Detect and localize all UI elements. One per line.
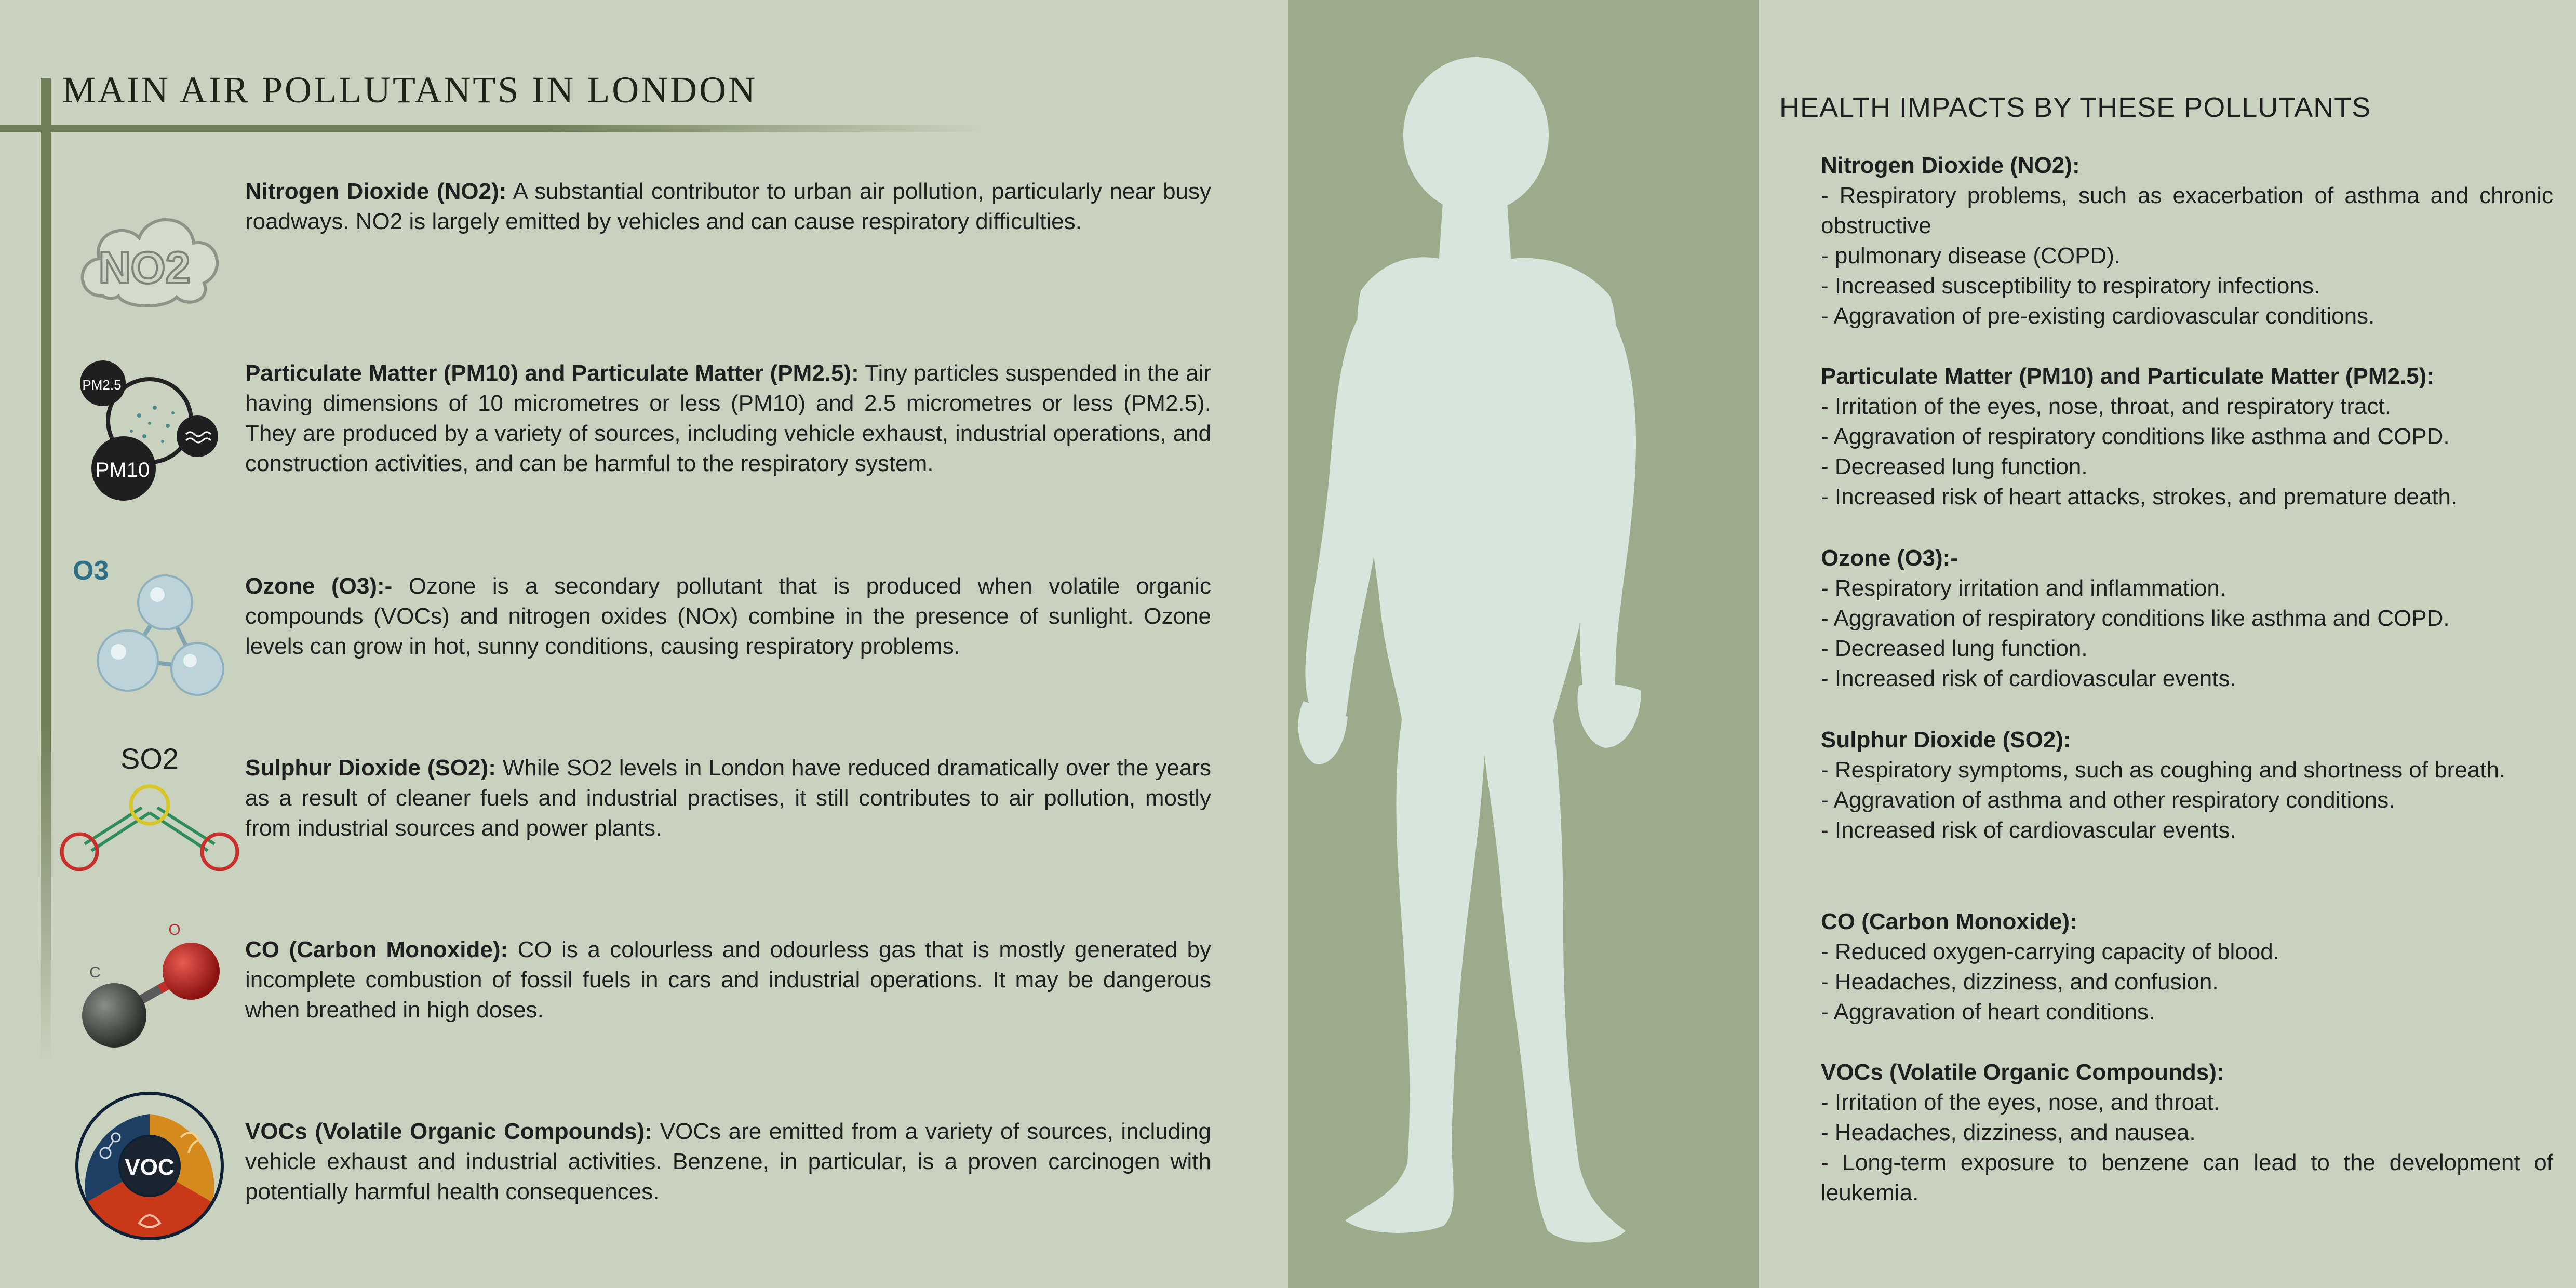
impact-item: - Headaches, dizziness, and nausea. <box>1821 1120 2196 1145</box>
pollutant-text: While SO2 levels in London have reduced dramatically over the years as a result of cleaner fuels and industrial practises, it still contributes to air pollution, mostly from industrial sources and power plants. <box>245 755 1211 841</box>
impact-item: - Aggravation of respiratory conditions like asthma and COPD. <box>1821 424 2450 449</box>
voc-circle-icon <box>66 1117 233 1272</box>
pollutant-item-pm <box>0 358 1288 514</box>
pollutant-text: VOCs are emitted from a variety of sources, including vehicle exhaust and industrial activities. Benzene, in particular, is a proven carcinogen with potentially harmful health consequences. <box>245 1119 1211 1204</box>
pollutant-name: Particulate Matter (PM10) and Particulate Matter (PM2.5): <box>245 360 859 386</box>
pollutant-name: Nitrogen Dioxide (NO2): <box>245 179 507 204</box>
impact-item: - Increased risk of cardiovascular events. <box>1821 666 2236 691</box>
impact-item: - Aggravation of heart conditions. <box>1821 999 2155 1025</box>
pollutant-item-co <box>0 921 1288 1091</box>
pollutant-description-so2 <box>245 753 1211 843</box>
impact-item: - Increased risk of heart attacks, strokes, and premature death. <box>1821 484 2458 509</box>
silhouette-panel <box>1288 0 1759 1288</box>
impact-heading: Sulphur Dioxide (SO2): <box>1821 727 2071 753</box>
impact-item: - Aggravation of asthma and other respiratory conditions. <box>1821 787 2395 813</box>
impact-item: - Decreased lung function. <box>1821 454 2088 479</box>
health-impacts-panel <box>1759 0 2576 1288</box>
pollutant-name: CO (Carbon Monoxide): <box>245 937 508 962</box>
no2-cloud-icon <box>66 177 233 332</box>
human-silhouette-image <box>1288 47 1759 1272</box>
impact-item: - Respiratory problems, such as exacerbation of asthma and chronic obstructive <box>1821 183 2553 238</box>
svg-text:NO2: NO2 <box>98 243 191 293</box>
pollutant-description-voc <box>245 1117 1211 1207</box>
impact-group-so2 <box>1821 725 2553 846</box>
impact-item: - Headaches, dizziness, and confusion. <box>1821 969 2219 995</box>
ozone-molecule-icon <box>66 556 233 727</box>
impact-item: - Irritation of the eyes, nose, throat, and respiratory tract. <box>1821 394 2392 419</box>
impact-item: - Increased risk of cardiovascular events. <box>1821 817 2236 843</box>
pollutant-name: VOCs (Volatile Organic Compounds): <box>245 1119 652 1144</box>
pollutant-description-no2 <box>245 177 1211 237</box>
pollutant-text: A substantial contributor to urban air pollution, particularly near busy roadways. NO2 is largely emitted by vehicles and can cause respiratory difficulties. <box>245 179 1212 234</box>
svg-text:SO2: SO2 <box>120 742 179 775</box>
impact-heading: VOCs (Volatile Organic Compounds): <box>1821 1059 2224 1085</box>
impact-heading: CO (Carbon Monoxide): <box>1821 909 2077 934</box>
impact-item: - Long-term exposure to benzene can lead to the development of leukemia. <box>1821 1150 2553 1205</box>
impact-group-no2 <box>1821 151 2553 331</box>
impact-group-o3 <box>1821 543 2553 694</box>
impact-item: - Decreased lung function. <box>1821 636 2088 661</box>
health-impacts-title: HEALTH IMPACTS BY THESE POLLUTANTS <box>1779 92 2371 123</box>
particulate-matter-icon <box>66 358 233 514</box>
impact-group-voc <box>1821 1057 2553 1208</box>
pollutant-name: Sulphur Dioxide (SO2): <box>245 755 496 781</box>
svg-text:VOC: VOC <box>125 1155 175 1180</box>
impact-group-pm <box>1821 361 2553 512</box>
svg-text:O: O <box>168 921 181 938</box>
svg-text:PM2.5: PM2.5 <box>82 377 122 393</box>
pollutant-item-so2 <box>0 742 1288 909</box>
pollutant-item-o3 <box>0 556 1288 727</box>
impact-heading: Particulate Matter (PM10) and Particulate Matter (PM2.5): <box>1821 364 2434 389</box>
impact-item: - Reduced oxygen-carrying capacity of blood. <box>1821 939 2279 964</box>
pollutant-description-o3 <box>245 571 1211 662</box>
page-title: MAIN AIR POLLUTANTS IN LONDON <box>62 69 758 111</box>
impact-item: - Increased susceptibility to respiratory infections. <box>1821 273 2320 299</box>
co-molecule-icon <box>66 921 233 1091</box>
pollutant-name: Ozone (O3):- <box>245 573 393 599</box>
pollutant-description-pm <box>245 358 1211 479</box>
pollutant-item-no2 <box>0 177 1288 332</box>
impact-item: - Aggravation of pre-existing cardiovascular conditions. <box>1821 303 2375 329</box>
impact-item: - pulmonary disease (COPD). <box>1821 243 2121 269</box>
svg-text:O3: O3 <box>73 556 109 586</box>
impact-heading: Ozone (O3):- <box>1821 545 1958 571</box>
svg-text:PM10: PM10 <box>95 459 150 481</box>
impact-item: - Aggravation of respiratory conditions like asthma and COPD. <box>1821 606 2450 631</box>
impact-item: - Respiratory irritation and inflammation. <box>1821 575 2226 601</box>
pollutant-item-voc <box>0 1117 1288 1272</box>
so2-molecule-icon <box>66 742 233 909</box>
impact-item: - Irritation of the eyes, nose, and throat. <box>1821 1090 2220 1115</box>
impact-group-co <box>1821 907 2553 1027</box>
pollutant-text: Tiny particles suspended in the air having dimensions of 10 micrometres or less (PM10) and 2.5 micrometres or less (PM2.5). They are produced by a variety of sources, including vehicle exhaust, industrial operations, and construction activities, and can be harmful to the respiratory system. <box>245 360 1211 476</box>
title-accent-bar <box>0 125 987 132</box>
pollutant-description-co <box>245 935 1211 1025</box>
impact-heading: Nitrogen Dioxide (NO2): <box>1821 153 2080 178</box>
pollutant-text: Ozone is a secondary pollutant that is produced when volatile organic compounds (VOCs) and nitrogen oxides (NOx) combine in the presence of sunlight. Ozone levels can grow in hot, sunny conditions, causing respiratory problems. <box>245 573 1211 659</box>
pollutant-text: CO is a colourless and odourless gas that is mostly generated by incomplete combustion of fossil fuels in cars and industrial operations. It may be dangerous when breathed in high doses. <box>245 937 1211 1023</box>
impact-item: - Respiratory symptoms, such as coughing and shortness of breath. <box>1821 757 2506 783</box>
svg-text:C: C <box>89 964 101 981</box>
